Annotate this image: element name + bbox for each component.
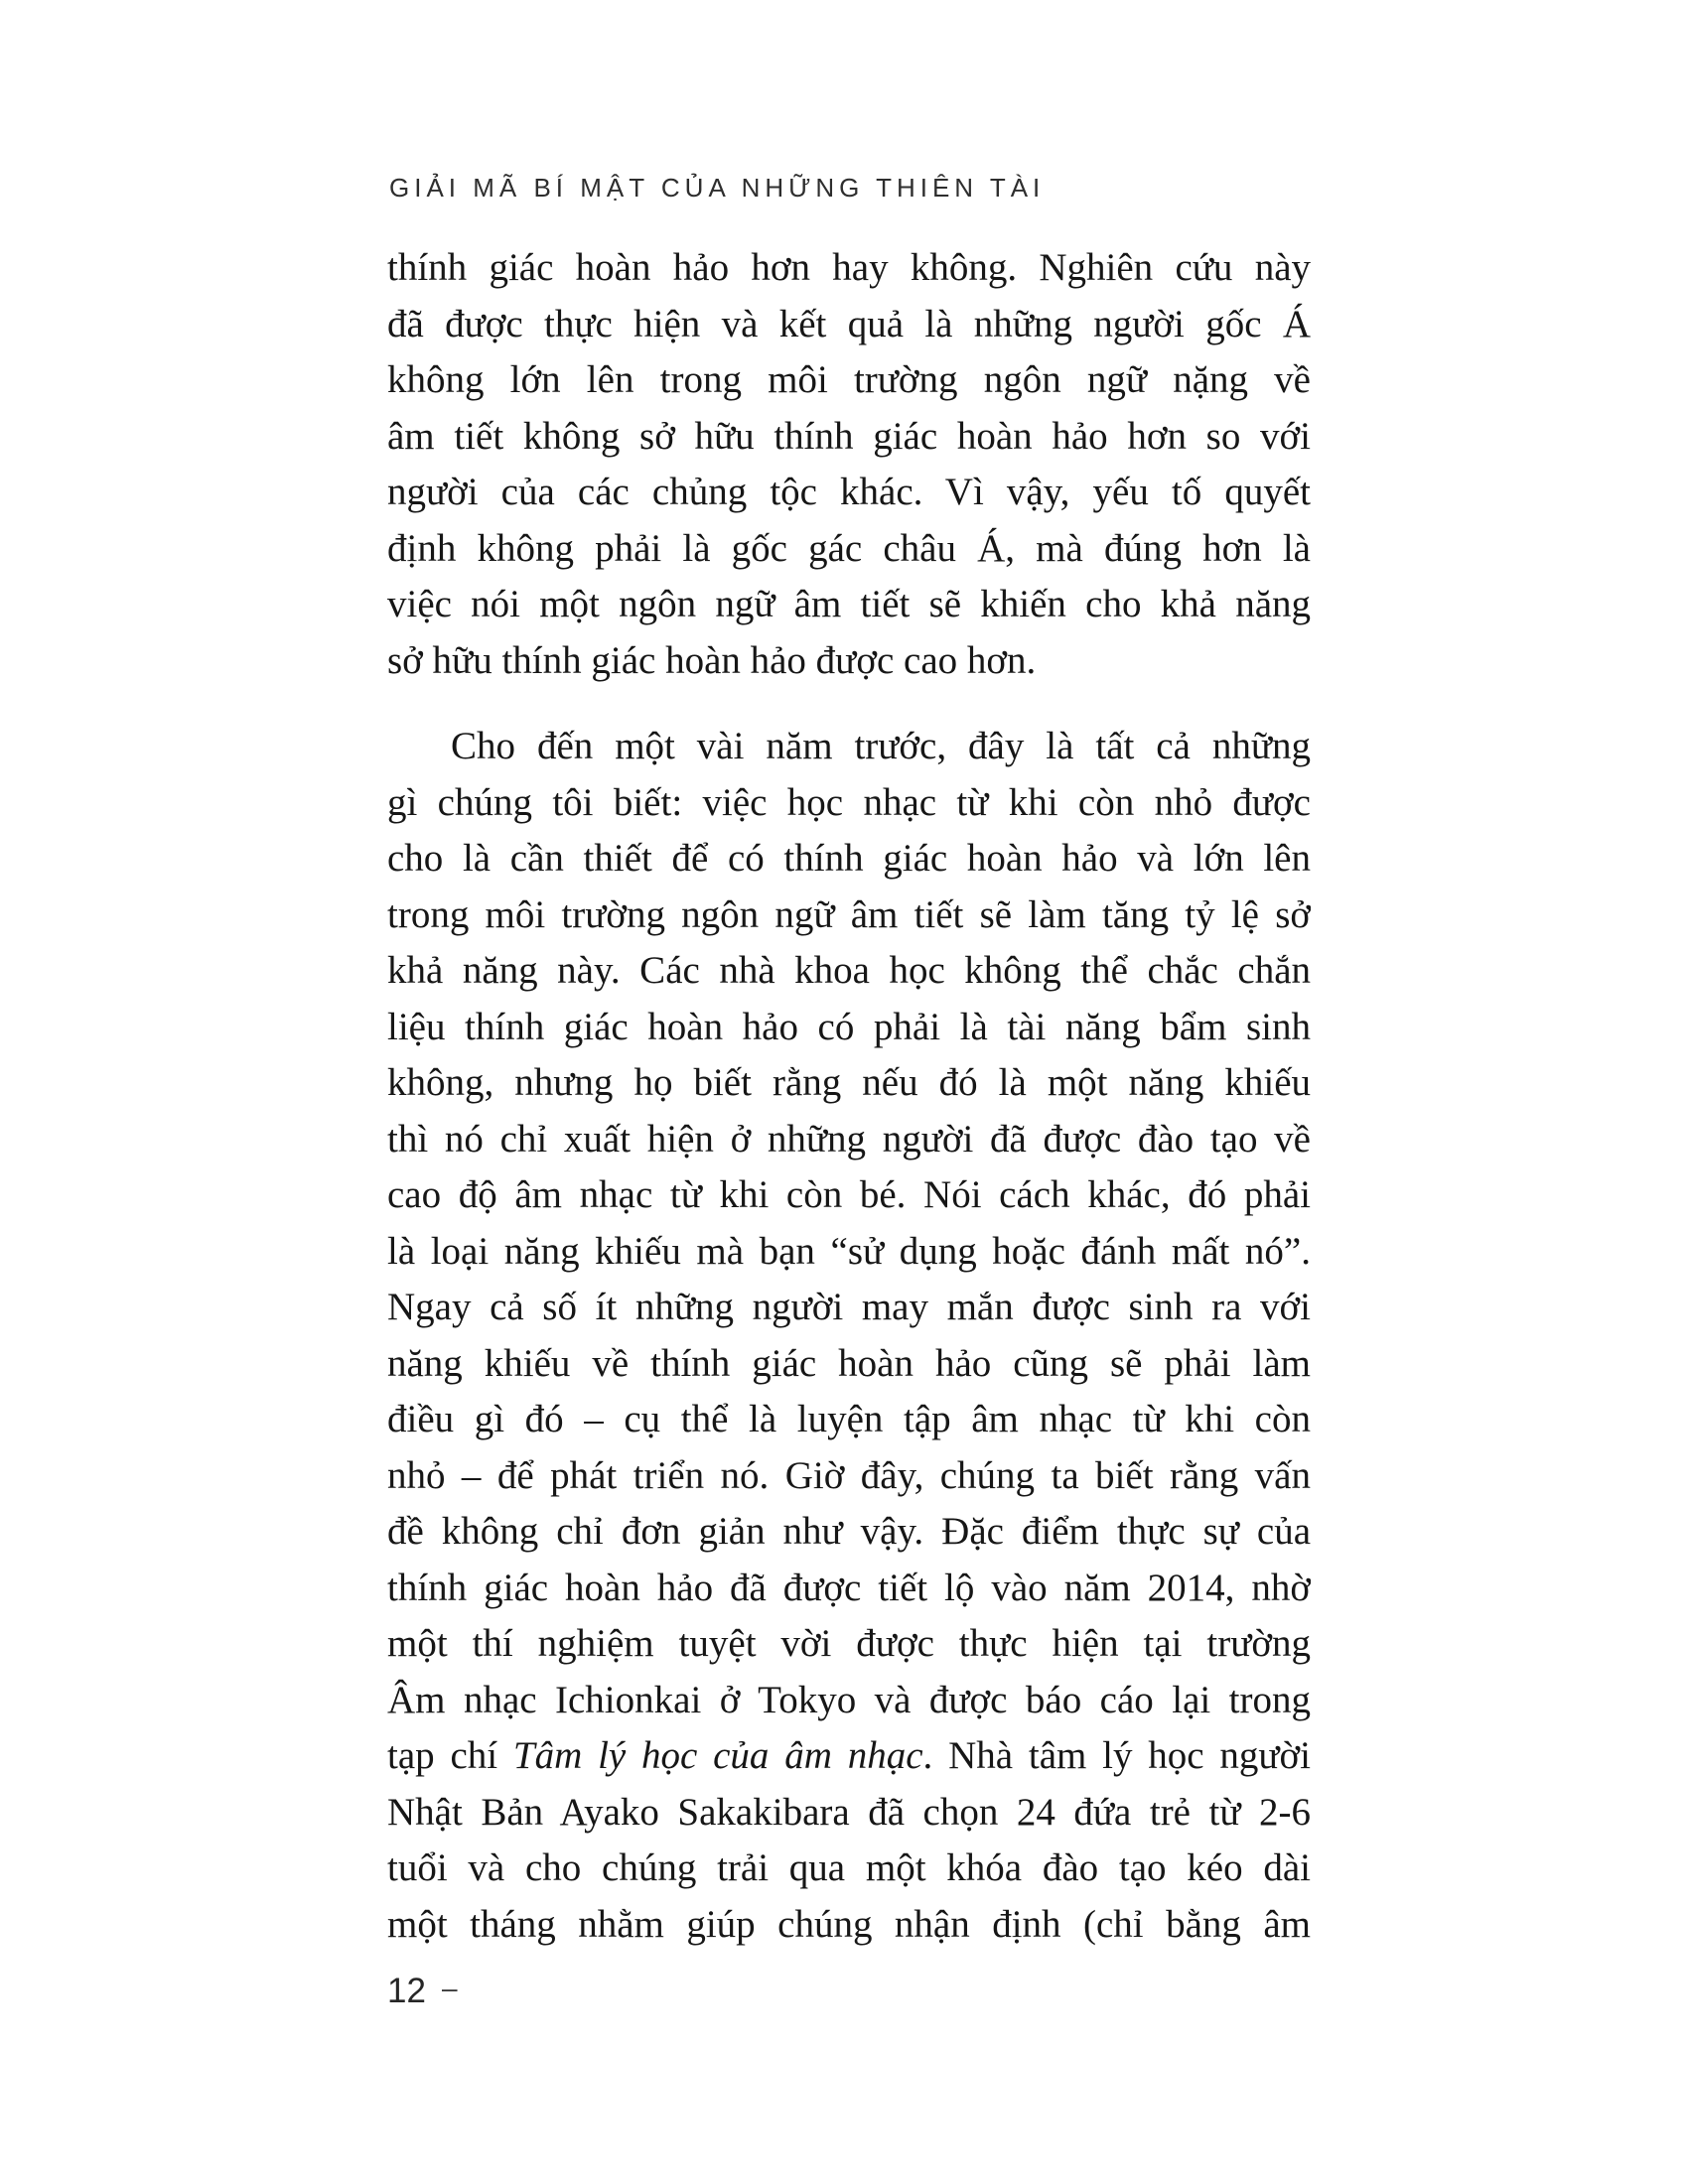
text-line: năng khiếu về thính giác hoàn hảo cũng sẽ phải làm — [387, 1341, 1311, 1385]
text-line: điều gì đó – cụ thể là luyện tập âm nhạc từ khi còn — [387, 1398, 1311, 1440]
text-line: tạp chí Tâm lý học của âm nhạc. Nhà tâm lý học người — [387, 1734, 1311, 1777]
text-line: sở hữu thính giác hoàn hảo được cao hơn. — [387, 638, 1037, 682]
text-line: liệu thính giác hoàn hảo có phải là tài năng bẩm sinh — [387, 1005, 1311, 1048]
text-line: người của các chủng tộc khác. Vì vậy, yếu tố quyết — [387, 471, 1311, 513]
text-line: không, nhưng họ biết rằng nếu đó là một năng khiếu — [387, 1061, 1311, 1104]
text-line: nhỏ – để phát triển nó. Giờ đây, chúng ta biết rằng vấn — [387, 1453, 1311, 1497]
text-line: Âm nhạc Ichionkai ở Tokyo và được báo cáo lại trong — [387, 1678, 1311, 1721]
text-line: thính giác hoàn hảo hơn hay không. Nghiên cứu này — [387, 246, 1311, 289]
running-header: GIẢI MÃ BÍ MẬT CỦA NHỮNG THIÊN TÀI — [389, 173, 1046, 203]
text-line: cho là cần thiết để có thính giác hoàn hảo và lớn lên — [387, 837, 1311, 880]
paragraph — [387, 240, 1311, 689]
text-line: là loại năng khiếu mà bạn “sử dụng hoặc đánh mất nó”. — [387, 1229, 1311, 1273]
text-line: đã được thực hiện và kết quả là những người gốc Á — [387, 302, 1311, 345]
body-text — [387, 240, 1311, 1953]
page-number: 12 — [387, 1972, 426, 2010]
text-line: một thí nghiệm tuyệt vời được thực hiện tại trường — [387, 1622, 1311, 1665]
paragraph — [387, 719, 1311, 1953]
text-line: đề không chỉ đơn giản như vậy. Đặc điểm thực sự của — [387, 1510, 1311, 1553]
text-line: Nhật Bản Ayako Sakakibara đã chọn 24 đứa trẻ từ 2-6 — [387, 1790, 1311, 1834]
text-line: khả năng này. Các nhà khoa học không thể chắc chắn — [387, 949, 1311, 992]
page-footer — [387, 1972, 458, 2011]
text-line: gì chúng tôi biết: việc học nhạc từ khi còn nhỏ được — [387, 780, 1311, 824]
text-line: tuổi và cho chúng trải qua một khóa đào tạo kéo dài — [387, 1846, 1311, 1889]
text-line: thì nó chỉ xuất hiện ở những người đã được đào tạo về — [387, 1117, 1311, 1160]
text-line: cao độ âm nhạc từ khi còn bé. Nói cách khác, đó phải — [387, 1173, 1311, 1216]
text-line: một tháng nhằm giúp chúng nhận định (chỉ bằng âm — [387, 1902, 1311, 1946]
text-line: Ngay cả số ít những người may mắn được sinh ra với — [387, 1286, 1311, 1328]
text-line: trong môi trường ngôn ngữ âm tiết sẽ làm tăng tỷ lệ sở — [387, 892, 1311, 936]
text-line: việc nói một ngôn ngữ âm tiết sẽ khiến cho khả năng — [387, 583, 1311, 625]
text-line: thính giác hoàn hảo đã được tiết lộ vào năm 2014, nhờ — [387, 1566, 1311, 1609]
text-line: âm tiết không sở hữu thính giác hoàn hảo hơn so với — [387, 414, 1311, 458]
text-line: định không phải là gốc gác châu Á, mà đúng hơn là — [387, 526, 1311, 570]
footer-dash: – — [441, 1973, 458, 2003]
text-line: Cho đến một vài năm trước, đây là tất cả những — [451, 725, 1311, 767]
text-line: không lớn lên trong môi trường ngôn ngữ nặng về — [387, 358, 1311, 401]
